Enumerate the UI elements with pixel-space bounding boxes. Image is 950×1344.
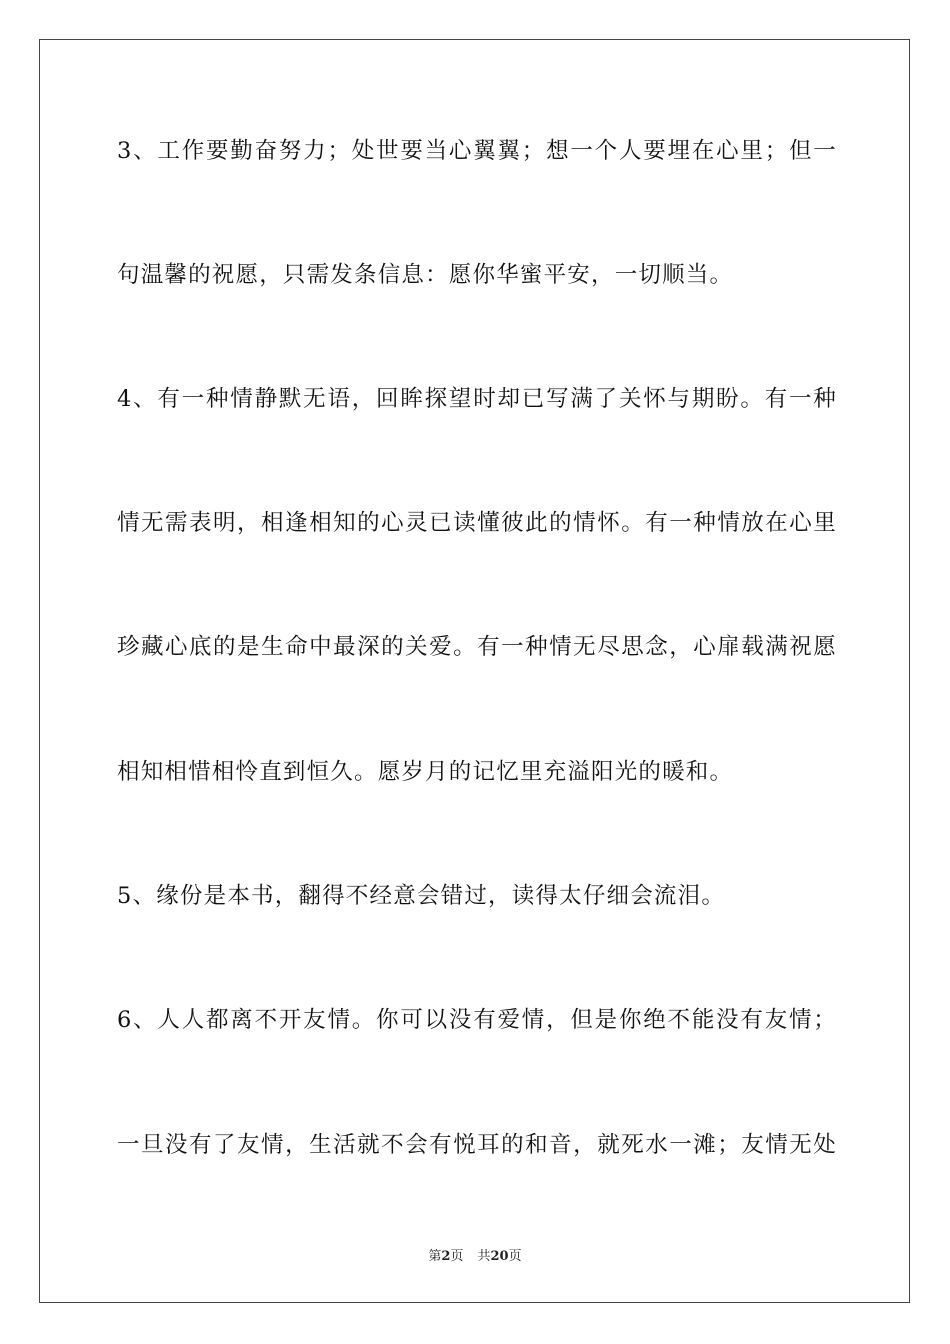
text-line-1: 3、工作要勤奋努力；处世要当心翼翼；想一个人要埋在心里；但一: [117, 138, 837, 164]
text-line-8: 6、人人都离不开友情。你可以没有爱情，但是你绝不能没有友情；: [117, 1007, 837, 1033]
page-footer: [0, 1248, 950, 1266]
total-suffix: 页: [508, 1249, 522, 1264]
text-line-7: 5、缘份是本书，翻得不经意会错过，读得太仔细会流泪。: [117, 883, 726, 909]
total-pages: 20: [490, 1249, 509, 1264]
text-line-2: 句温馨的祝愿，只需发条信息：愿你华蜜平安，一切顺当。: [117, 262, 734, 288]
page-border: [39, 39, 910, 1303]
text-line-5: 珍藏心底的是生命中最深的关爱。有一种情无尽思念，心扉载满祝愿: [117, 634, 837, 660]
text-line-4: 情无需表明，相逢相知的心灵已读懂彼此的情怀。有一种情放在心里: [117, 510, 837, 536]
total-prefix: 共: [477, 1249, 491, 1264]
text-line-3: 4、有一种情静默无语，回眸探望时却已写满了关怀与期盼。有一种: [117, 386, 837, 412]
text-line-9: 一旦没有了友情，生活就不会有悦耳的和音，就死水一滩；友情无处: [117, 1132, 837, 1158]
page-suffix: 页: [450, 1249, 464, 1264]
page-number: 2: [441, 1249, 451, 1264]
text-line-6: 相知相惜相怜直到恒久。愿岁月的记忆里充溢阳光的暖和。: [117, 759, 734, 785]
page-prefix: 第: [428, 1249, 442, 1264]
